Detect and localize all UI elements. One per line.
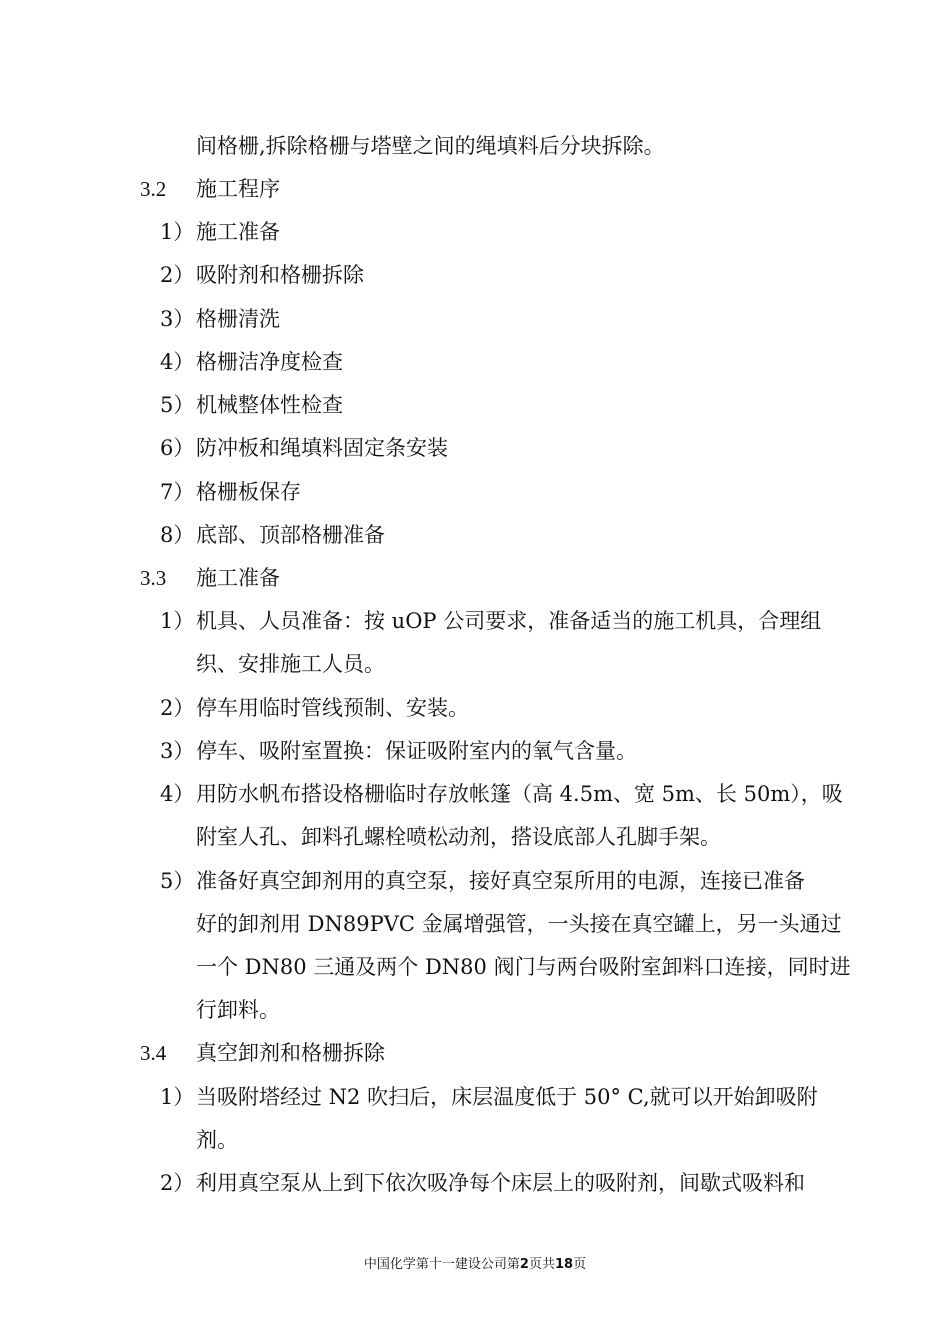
list-item: 格栅清洗	[196, 307, 280, 331]
section-3-4-number: 3.4	[140, 1041, 167, 1065]
list-item-number: 1）	[160, 1085, 195, 1109]
list-item: 机械整体性检查	[196, 393, 343, 417]
list-item-number: 4）	[160, 782, 195, 806]
list-item-line: 附室人孔、卸料孔螺栓喷松动剂，搭设底部人孔脚手架。	[196, 825, 721, 849]
list-item-number: 5）	[160, 869, 195, 893]
list-item: 格栅洁净度检查	[196, 350, 343, 374]
section-3-2-number: 3.2	[140, 177, 167, 201]
section-3-2-title: 施工程序	[196, 177, 280, 201]
list-item-line: 好的卸剂用 DN89PVC 金属增强管，一头接在真空罐上，另一头通过	[196, 912, 842, 936]
footer-middle: 页共	[528, 1257, 555, 1272]
list-item-number: 2）	[160, 1171, 195, 1195]
list-item: 施工准备	[196, 220, 280, 244]
list-item: 格栅板保存	[196, 480, 301, 504]
list-item-line: 一个 DN80 三通及两个 DN80 阀门与两台吸附室卸料口连接，同时进	[196, 955, 851, 979]
list-item-line: 当吸附塔经过 N2 吹扫后，床层温度低于 50° C,就可以开始卸吸附	[196, 1085, 818, 1109]
list-item-number: 2）	[160, 696, 195, 720]
footer-prefix: 中国化学第十一建设公司第	[363, 1257, 520, 1272]
list-item-number: 3）	[160, 307, 195, 331]
list-item-number: 1）	[160, 220, 195, 244]
footer-total-pages: 18	[554, 1257, 574, 1272]
list-item: 吸附剂和格栅拆除	[196, 263, 364, 287]
list-item-line: 剂。	[196, 1128, 238, 1152]
list-item-line: 用防水帆布搭设格栅临时存放帐篷（高 4.5m、宽 5m、长 50m），吸	[196, 782, 843, 806]
list-item-line: 准备好真空卸剂用的真空泵，接好真空泵所用的电源，连接已准备	[196, 869, 805, 893]
list-item-line: 利用真空泵从上到下依次吸净每个床层上的吸附剂，间歇式吸料和	[196, 1171, 805, 1195]
list-item-number: 2）	[160, 263, 195, 287]
section-3-3-number: 3.3	[140, 566, 167, 590]
footer-suffix: 页	[573, 1257, 587, 1272]
list-item-number: 8）	[160, 523, 195, 547]
list-item-line: 停车用临时管线预制、安装。	[196, 696, 469, 720]
list-item-number: 5）	[160, 393, 195, 417]
section-3-4-title: 真空卸剂和格栅拆除	[196, 1041, 385, 1065]
continuation-text: 间格栅,拆除格栅与塔壁之间的绳填料后分块拆除。	[196, 134, 665, 158]
list-item-line: 机具、人员准备：按 uOP 公司要求，准备适当的施工机具，合理组	[196, 609, 822, 633]
page-footer	[0, 1256, 950, 1274]
section-3-3-title: 施工准备	[196, 566, 280, 590]
list-item-number: 4）	[160, 350, 195, 374]
list-item-number: 7）	[160, 480, 195, 504]
list-item-line: 织、安排施工人员。	[196, 652, 385, 676]
list-item-number: 1）	[160, 609, 195, 633]
list-item-line: 行卸料。	[196, 998, 280, 1022]
list-item: 底部、顶部格栅准备	[196, 523, 385, 547]
list-item-line: 停车、吸附室置换：保证吸附室内的氧气含量。	[196, 739, 637, 763]
list-item: 防冲板和绳填料固定条安装	[196, 436, 448, 460]
list-item-number: 6）	[160, 436, 195, 460]
list-item-number: 3）	[160, 739, 195, 763]
footer-page-number: 2	[519, 1257, 529, 1272]
